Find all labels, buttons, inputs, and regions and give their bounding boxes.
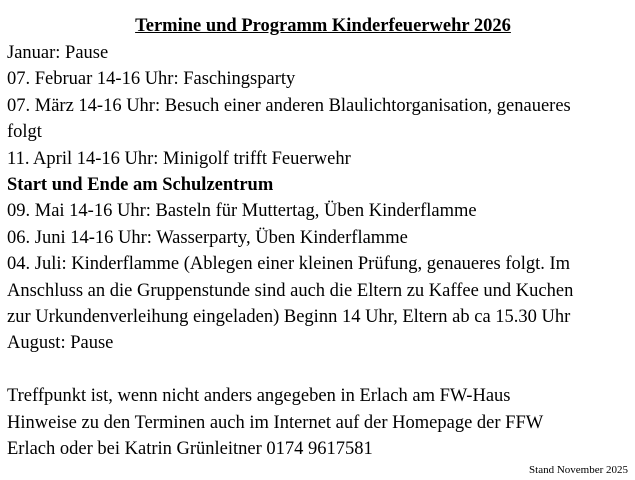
info-line-kontakt: Erlach oder bei Katrin Grünleitner 0174 9617581 <box>7 439 373 460</box>
schedule-line-juli-cont-1: Anschluss an die Gruppenstunde sind auch die Eltern zu Kaffee und Kuchen <box>7 280 574 301</box>
schedule-line-juni: 06. Juni 14-16 Uhr: Wasserparty, Üben Kinderflamme <box>7 227 408 248</box>
schedule-line-mai: 09. Mai 14-16 Uhr: Basteln für Muttertag, Üben Kinderflamme <box>7 201 477 222</box>
schedule-line-maerz-cont: folgt <box>7 122 42 143</box>
schedule-line-januar: Januar: Pause <box>7 43 109 63</box>
schedule-line-maerz: 07. März 14-16 Uhr: Besuch einer anderen Blaulichtorganisation, genaueres <box>7 95 571 116</box>
document-page <box>7 14 629 462</box>
schedule-line-februar: 07. Februar 14-16 Uhr: Faschingsparty <box>7 69 296 90</box>
info-line-treffpunkt: Treffpunkt ist, wenn nicht anders angegeben in Erlach am FW-Haus <box>7 386 511 407</box>
document-title: Termine und Programm Kinderfeuerwehr 2026 <box>135 16 511 36</box>
schedule-line-juli-cont-2: zur Urkundenverleihung eingeladen) Beginn 14 Uhr, Eltern ab ca 15.30 Uhr <box>7 307 571 328</box>
schedule-line-juli: 04. Juli: Kinderflamme (Ablegen einer kleinen Prüfung, genaueres folgt. Im <box>7 254 571 275</box>
schedule-note-schulzentrum: Start und Ende am Schulzentrum <box>7 175 274 196</box>
schedule-line-august: August: Pause <box>7 333 114 354</box>
schedule-line-april: 11. April 14-16 Uhr: Minigolf trifft Feuerwehr <box>7 148 351 169</box>
stand-date: Stand November 2025 <box>529 464 628 476</box>
paragraph-gap <box>7 357 629 383</box>
info-line-hinweise: Hinweise zu den Terminen auch im Internet auf der Homepage der FFW <box>7 412 544 433</box>
